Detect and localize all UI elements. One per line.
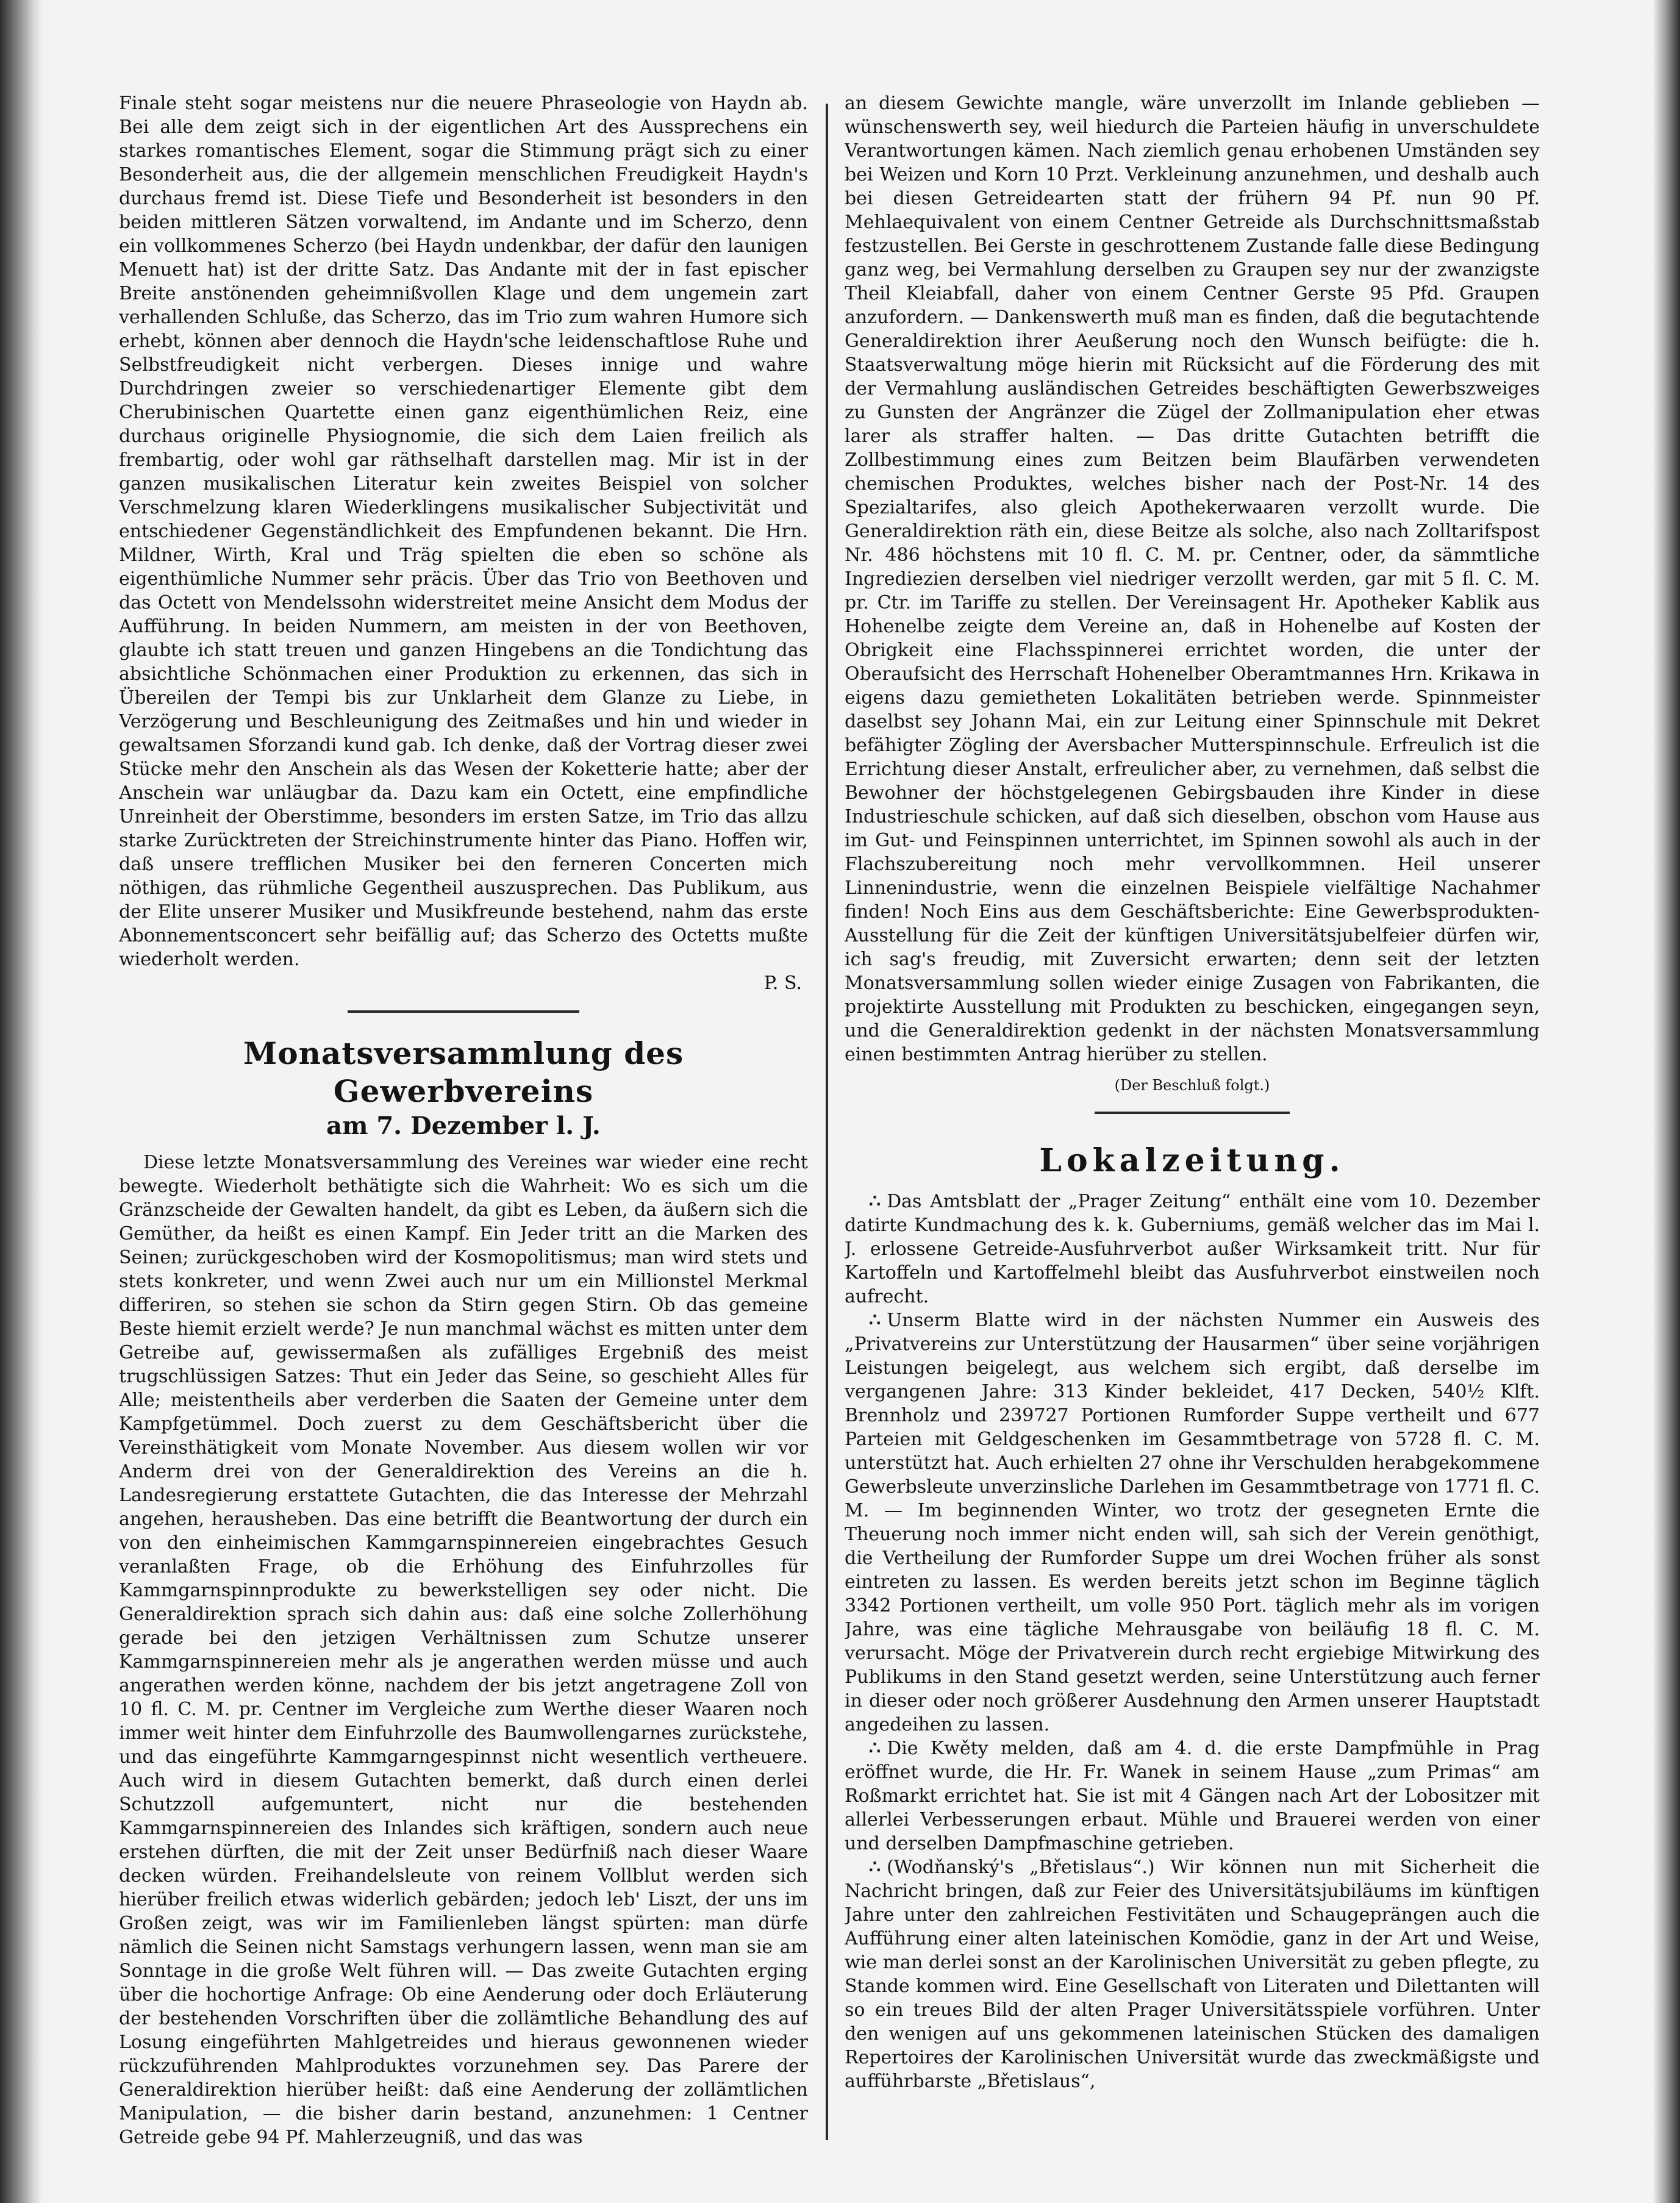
review-continuation: Finale steht sogar meistens nur die neuere Phraseologie von Haydn ab. Bei alle dem zeigt sich in der eigentlichen Art des Aussprechens ein starkes romantisches Element, sogar die Stimmung prägt sich zu einer Besonderheit aus, die der allgemein menschlichen Freudigkeit Haydn's durchaus fremd ist. Diese Tiefe und Besonderheit ist besonders in den beiden mittleren Sätzen vorwaltend, im Andante und im Scherzo, denn ein vollkommenes Scherzo (bei Haydn undenkbar, der dafür den launigen Menuett hat) ist der dritte Satz. Das Andante mit der in fast epischer Breite anstönenden geheimnißvollen Klage und dem ungemein zart verhallenden Schluße, das Scherzo, das im Trio zum wahren Humore sich erhebt, können aber dennoch die Haydn'sche leidenschaftlose Ruhe und Selbstfreudigkeit nicht verbergen. Dieses innige und wahre Durchdringen zweier so verschiedenartiger Elemente gibt dem Cherubinischen Quartette einen ganz eigenthümlichen Reiz, eine durchaus originelle Physiognomie, die sich dem Laien freilich als frembartig, oder wohl gar räthselhaft darstellen mag. Mir ist in der ganzen musikalischen Literatur kein zweites Beispiel von solcher Verschmelzung klaren Wiederklingens musikalischer Subjectivität und entschiedener Gegenständlichkeit des Empfundenen bekannt. Die Hrn. Mildner, Wirth, Kral und Träg spielten die eben so schöne als eigenthümliche Nummer sehr präcis. Über das Trio von Beethoven und das Octett von Mendelssohn widerstreitet meine Ansicht dem Modus der Aufführung. In beiden Nummern, am meisten in der von Beethoven, glaubte ich statt treuen und ganzen Hingebens an die Tondichtung das absichtliche Schönmachen einer Produktion zu erkennen, das sich in Übereilen der Tempi bis zur Unklarheit dem Glanze zu Liebe, in Verzögerung und Beschleunigung des Zeitmaßes und hin und wieder in gewaltsamen Sforzandi kund gab. Ich denke, daß der Vortrag dieser zwei Stücke mehr den Anschein als das Wesen der Koketterie hatte; aber der Anschein war unläugbar da. Dazu kam ein Octett, eine empfindliche Unreinheit der Oberstimme, besonders im ersten Satze, im Trio das allzu starke Zurücktreten der Streichinstrumente hinter das Piano. Hoffen wir, daß unsere trefflichen Musiker bei den ferneren Concerten mich nöthigen, das rühmliche Gegentheil auszusprechen. Das Publikum, aus der Elite unserer Musiker und Musikfreunde bestehend, nahm das erste Abonnementsconcert sehr beifällig auf; das Scherzo des Octetts mußte wiederholt werden.: [119, 93, 808, 970]
item-marker: ∴: [869, 1310, 882, 1331]
local-item: [845, 1309, 1540, 1737]
right-column: [845, 91, 1540, 2152]
continuation-note: (Der Beschluß folgt.): [1114, 1077, 1270, 1094]
newspaper-page: [119, 91, 1540, 2152]
article-paragraph: Diese letzte Monatsversammlung des Vereines war wieder eine recht bewegte. Wiederholt bethätigte sich die Wahrheit: Wo es sich um die Gränzscheide der Gewalten handelt, da gibt es Leben, da äußern sich die Gemüther, da heißt es einen Kampf. Ein Jeder tritt an die Marken des Seinen; zurückgeschoben wird der Kosmopolitismus; man wird stets und stets konkreter, und wenn Zwei auch nur um ein Millionstel Merkmal differiren, so stehen sie schon da Stirn gegen Stirn. Ob das gemeine Beste hiemit erzielt werde? Je nun manchmal wächst es mitten unter dem Getreibe auf, gewissermaßen als zufälliges Ergebniß des meist trugschlüssigen Satzes: Thut ein Jeder das Seine, so geschieht Alles für Alle; meistentheils aber verderben die Saaten der Gemeine unter dem Kampfgetümmel. Doch zuerst zu dem Geschäftsbericht über die Vereinsthätigkeit vom Monate November. Aus diesem wollen wir vor Anderm drei von der Generaldirektion des Vereins an die h. Landesregierung erstattete Gutachten, die das Interesse der Mehrzahl angehen, herausheben. Das eine betrifft die Beantwortung der durch ein von den einheimischen Kammgarnspinnereien eingebrachtes Gesuch veranlaßten Frage, ob die Erhöhung des Einfuhrzolles für Kammgarnspinnprodukte zu bewerkstelligen sey oder nicht. Die Generaldirektion sprach sich dahin aus: daß eine solche Zollerhöhung gerade bei den jetzigen Verhältnissen zum Schutze unserer Kammgarnspinnereien mehr als je angerathen werden müsse und auch angerathen werden könne, nachdem der bis jetzt angetragene Zoll von 10 fl. C. M. pr. Centner im Vergleiche zum Werthe dieser Waaren noch immer weit hinter dem Einfuhrzolle des Baumwollengarnes zurückstehe, und das eingeführte Kammgarngespinnst nicht wesentlich vertheuere. Auch wird in diesem Gutachten bemerkt, daß durch einen derlei Schutzzoll aufgemuntert, nicht nur die bestehenden Kammgarnspinnereien des Inlandes sich kräftigen, sondern auch neue erstehen dürften, die mit der Zeit unser Bedürfniß nach dieser Waare decken würden. Freihandelsleute von reinem Vollblut werden sich hierüber freilich etwas widerlich gebärden; jedoch leb' Liszt, der uns im Großen zeigt, was wir im Familienleben längst spürten: man dürfe nämlich die Seinen nicht Samstags verhungern lassen, wenn man sie am Sonntage in die große Welt führen will. — Das zweite Gutachten erging über die hochortige Anfrage: Ob eine Aenderung oder doch Erläuterung der bestehenden Vorschriften über die zollämtliche Behandlung des auf Losung eingeführten Mahlgetreides und hieraus gewonnenen wieder rückzuführenden Mahlproduktes vorzunehmen sey. Das Parere der Generaldirektion hierüber heißt: daß eine Aenderung der zollämtlichen Manipulation, — die bisher darin bestand, anzunehmen: 1 Centner Getreide gebe 94 Pf. Mahlerzeugniß, und das was: [119, 1152, 808, 2148]
local-item: [845, 1190, 1540, 1309]
local-item: [845, 1737, 1540, 1855]
item-marker: ∴: [869, 1191, 882, 1212]
section-title: Monatsversammlung des Gewerbvereins: [243, 1035, 684, 1109]
article-paragraph-continued: an diesem Gewichte mangle, wäre unverzollt im Inlande geblieben — wünschenswerth sey, weil hiedurch die Parteien häufig in unverschuldete Verantwortungen kämen. Nach ziemlich genau erhobenen Umständen sey bei Weizen und Korn 10 Przt. Verkleinung anzunehmen, und deshalb auch bei diesen Getreidearten statt der frühern 94 Pf. nun 90 Pf. Mehlaequivalent von einem Centner Getreide als Durchschnittsmaßstab festzustellen. Bei Gerste in geschrottenem Zustande falle diese Bedingung ganz weg, bei Vermahlung derselben zu Graupen sey nur der zwanzigste Theil Kleiabfall, daher von einem Centner Gerste 95 Pfd. Graupen anzufordern. — Dankenswerth muß man es finden, daß die begutachtende Generaldirektion ihrer Aeußerung noch den Wunsch beifügte: die h. Staatsverwaltung möge hierin mit Rücksicht auf die Förderung des mit der Vermahlung ausländischen Getreides beschäftigten Gewerbszweiges zu Gunsten der Angränzer die Zügel der Zollmanipulation eher etwas larer als straffer halten. — Das dritte Gutachten betrifft die Zollbestimmung eines zum Beitzen beim Blaufärben verwendeten chemischen Produktes, welches bisher nach der Post-Nr. 14 des Spezialtarifes, also gleich Apothekerwaaren verzollt wurde. Die Generaldirektion räth ein, diese Beitze als solche, also nach Zolltarifspost Nr. 486 höchstens mit 10 fl. C. M. pr. Centner, oder, da sämmtliche Ingrediezien derselben viel niedriger verzollt werden, gar mit 5 fl. C. M. pr. Ctr. im Tariffe zu stellen. Der Vereinsagent Hr. Apotheker Kablik aus Hohenelbe zeigte dem Vereine an, daß in Hohenelbe auf Kosten der Obrigkeit eine Flachsspinnerei errichtet worden, die unter der Oberaufsicht des Herrschaft Hohenelber Oberamtmannes Hrn. Krikawa in eigens dazu gemietheten Lokalitäten betrieben werde. Spinnmeister daselbst sey Johann Mai, ein zur Leitung einer Spinnschule mit Dekret befähigter Zögling der Aversbacher Mutterspinnschule. Erfreulich ist die Errichtung dieser Anstalt, erfreulicher aber, zu vernehmen, daß selbst die Bewohner der höchstgelegenen Gebirgsbauden ihre Kinder in diese Industrieschule schicken, auf daß sich dieselben, obschon vom Hause aus im Gut- und Feinspinnen unterrichtet, im Spinnen sowohl als auch in der Flachszubereitung noch mehr vervollkommnen. Heil unserer Linnenindustrie, wenn die einzelnen Beispiele vielfältige Nachahmer finden! Noch Eins aus dem Geschäftsberichte: Eine Gewerbsprodukten-Ausstellung für die Zeit der künftigen Universitätsjubelfeier dürfen wir, ich sag's freudig, mit Zuversicht erwarten; denn seit der letzten Monatsversammlung sollen wieder einige Zusagen von Fabrikanten, die projektirte Ausstellung mit Produkten zu beschicken, eingegangen seyn, und die Generaldirektion gedenkt in der nächsten Monatsversammlung einen bestimmten Antrag hierüber zu stellen.: [845, 93, 1540, 1065]
left-column: [119, 91, 808, 2152]
local-item-text: Das Amtsblatt der „Prager Zeitung“ enthält eine vom 10. Dezember datirte Kundmachung des k. k. Guberniums, gemäß welcher das im Mai l. J. erlossene Getreide-Ausfuhrverbot außer Wirksamkeit tritt. Nur für Kartoffeln und Kartoffelmehl bleibt das Ausfuhrverbot einstweilen noch aufrecht.: [845, 1191, 1540, 1307]
scan-edge-left: [0, 0, 43, 2203]
separator-rule: [348, 1010, 579, 1013]
local-item-text: Die Kwěty melden, daß am 4. d. die erste Dampfmühle in Prag eröffnet wurde, die Hr. Fr. Wanek in seinem Hause „zum Primas“ am Roßmarkt errichtet hat. Sie ist mit 4 Gängen nach Art der Lobositzer mit allerlei Verbesserungen erbaut. Mühle und Brauerei werden von einer und derselben Dampfmaschine getrieben.: [845, 1738, 1540, 1854]
item-marker: ∴: [869, 1738, 882, 1759]
local-item-text: (Wodňanský's „Břetislaus“.) Wir können nun mit Sicherheit die Nachricht bringen, daß zur Feier des Universitätsjubiläums im künftigen Jahre unter den zahlreichen Festivitäten und Schaugeprängen auch die Aufführung einer alten lateinischen Komödie, ganz in der Art und Weise, wie man derlei sonst an der Karolinischen Universität zu geben pflegte, zu Stande kommen wird. Eine Gesellschaft von Literaten und Dilettanten will so ein treues Bild der alten Prager Universitätsspiele vorführen. Unter den wenigen auf uns gekommenen lateinischen Stücken des damaligen Repertoires der Karolinischen Universität wurde das zweckmäßigste und aufführbarste „Břetislaus“,: [845, 1857, 1540, 2092]
local-item-text: Unserm Blatte wird in der nächsten Nummer ein Ausweis des „Privatvereins zur Unterstützung der Hausarmen“ über seine vorjährigen Leistungen beigelegt, aus welchem sich ergibt, daß derselbe im vergangenen Jahre: 313 Kinder bekleidet, 417 Decken, 540½ Klft. Brennholz und 239727 Portionen Rumforder Suppe vertheilt und 677 Parteien mit Geldgeschenken im Gesammtbetrage von 5728 fl. C. M. unterstützt hat. Auch erhielten 27 ohne ihr Verschulden herabgekommene Gewerbsleute unverzinsliche Darlehen im Gesammtbetrage von 1771 fl. C. M. — Im beginnenden Winter, wo trotz der gesegneten Ernte die Theuerung noch immer nicht enden will, sah sich der Verein genöthigt, die Vertheilung der Rumforder Suppe um drei Wochen früher als sonst eintreten zu lassen. Es werden bereits jetzt schon im Beginne täglich 3342 Portionen vertheilt, um volle 950 Port. täglich mehr als im vorigen Jahre, was eine tägliche Mehrausgabe von beiläufig 18 fl. C. M. verursacht. Möge der Privatverein durch recht ergiebige Mitwirkung des Publikums in den Stand gesetzt werden, seine Unterstützung auch ferner in dieser oder noch größerer Ausdehnung den Armen unserer Hauptstadt angedeihen zu lassen.: [845, 1310, 1540, 1735]
column-divider: [826, 104, 828, 2140]
local-news-title: Lokalzeitung.: [1039, 1142, 1345, 1179]
local-item: [845, 1855, 1540, 2093]
item-marker: ∴: [869, 1857, 882, 1878]
review-signature: P. S.: [763, 973, 802, 994]
scan-edge-right: [1653, 0, 1680, 2203]
separator-rule: [1095, 1112, 1290, 1114]
section-subtitle: am 7. Dezember l. J.: [326, 1112, 601, 1140]
